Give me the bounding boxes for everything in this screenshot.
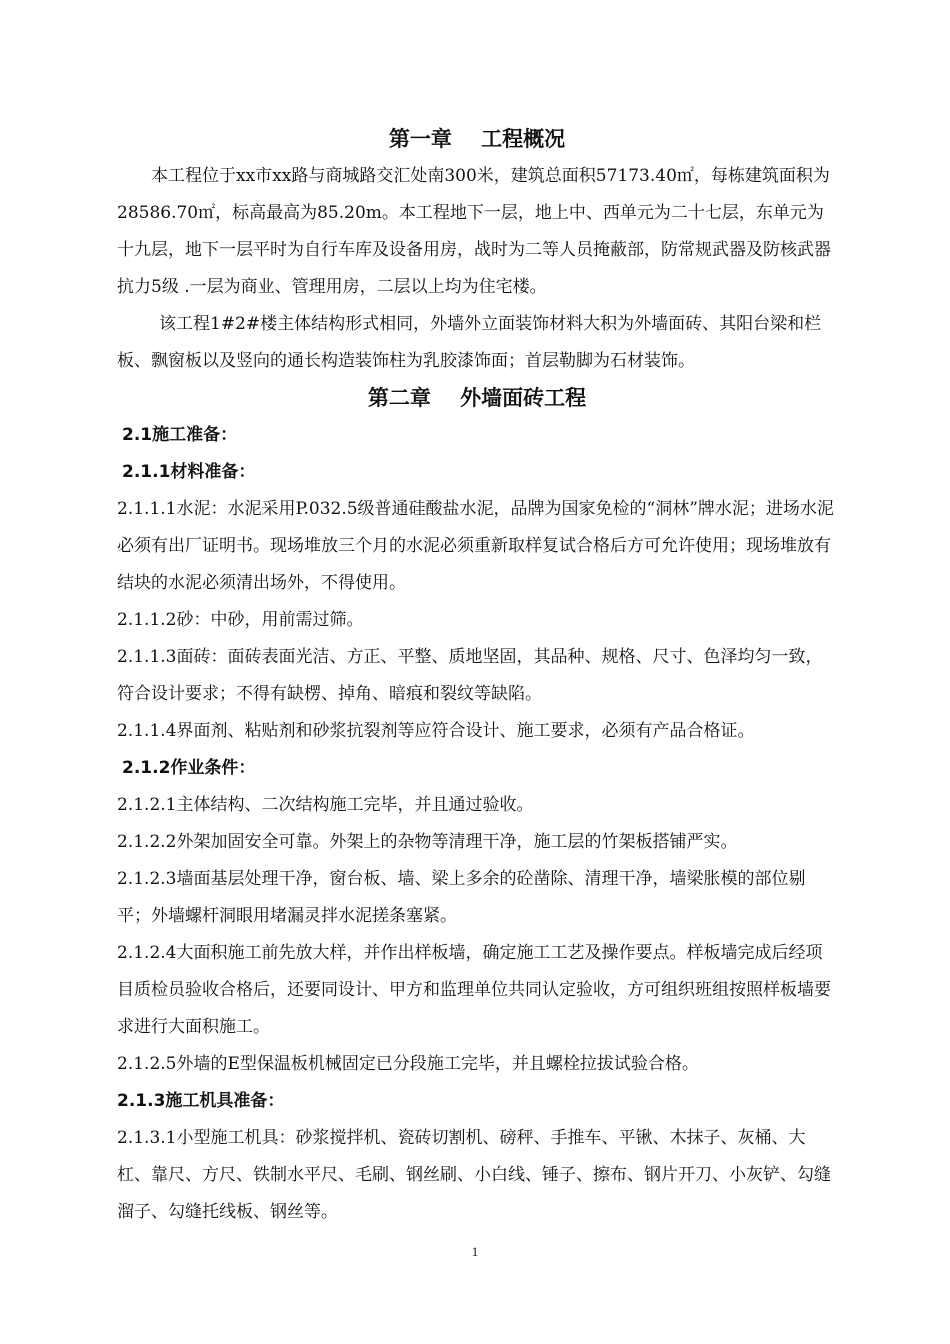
document-body [117, 121, 837, 1231]
section-2-1-2-heading: 2.1.2作业条件： [122, 758, 256, 778]
item-2-1-1-4: 2.1.1.4界面剂、粘贴剂和砂浆抗裂剂等应符合设计、施工要求，必须有产品合格证。 [117, 721, 755, 741]
item-2-1-3-1: 2.1.3.1小型施工机具：砂浆搅拌机、瓷砖切割机、磅秤、手推车、平锹、木抹子、灰桶、大杠、靠尺、方尺、铁制水平尺、毛刷、钢丝刷、小白线、锤子、擦布、钢片开刀、小灰铲、勾缝溜子、勾缝托线板、钢丝等。 [117, 1128, 831, 1222]
item-2-1-1-3: 2.1.1.3面砖：面砖表面光洁、方正、平整、质地坚固，其品种、规格、尺寸、色泽均匀一致，符合设计要求；不得有缺楞、掉角、暗痕和裂纹等缺陷。 [117, 647, 823, 704]
chapter-1-paragraph-2: 该工程1#2#楼主体结构形式相同，外墙外立面装饰材料大积为外墙面砖、其阳台梁和栏板、飘窗板以及竖向的通长构造装饰柱为乳胶漆饰面；首层勒脚为石材装饰。 [117, 314, 822, 371]
section-2-1-3-heading: 2.1.3施工机具准备： [117, 1091, 285, 1111]
page-number: 1 [471, 1244, 479, 1259]
chapter-1-title: 第一章 工程概况 [388, 127, 566, 151]
chapter-2-title: 第二章 外墙面砖工程 [367, 386, 587, 410]
section-2-1-heading: 2.1施工准备： [122, 425, 238, 445]
item-2-1-1-2: 2.1.1.2砂：中砂，用前需过筛。 [117, 610, 364, 630]
item-2-1-2-3: 2.1.2.3墙面基层处理干净，窗台板、墙、梁上多余的砼凿除、清理干净，墙梁胀模的部位剔平；外墙螺杆洞眼用堵漏灵拌水泥搓条塞紧。 [117, 869, 806, 926]
item-2-1-2-4: 2.1.2.4大面积施工前先放大样，并作出样板墙，确定施工工艺及操作要点。样板墙完成后经项目质检员验收合格后，还要同设计、甲方和监理单位共同认定验收，方可组织班组按照样板墙要求进行大面积施工。 [117, 943, 831, 1037]
section-2-1-1-heading: 2.1.1材料准备： [122, 462, 256, 482]
item-2-1-2-2: 2.1.2.2外架加固安全可靠。外架上的杂物等清理干净，施工层的竹架板搭铺严实。 [117, 832, 738, 852]
item-2-1-2-1: 2.1.2.1主体结构、二次结构施工完毕，并且通过验收。 [117, 795, 534, 815]
chapter-1-paragraph-1: 本工程位于xx市xx路与商城路交汇处南300米，建筑总面积57173.40㎡，每栋建筑面积为28586.70㎡，标高最高为85.20m。本工程地下一层，地上中、西单元为二十七层，东单元为十九层，地下一层平时为自行车库及设备用房，战时为二等人员掩蔽部，防常规武器及防核武器抗力5级 .一层为商业、管理用房，二层以上均为住宅楼。 [117, 166, 831, 297]
item-2-1-1-1: 2.1.1.1水泥：水泥采用P.032.5级普通硅酸盐水泥，品牌为国家免检的“洞林”牌水泥；进场水泥必须有出厂证明书。现场堆放三个月的水泥必须重新取样复试合格后方可允许使用；现场堆放有结块的水泥必须清出场外，不得使用。 [117, 499, 834, 593]
item-2-1-2-5: 2.1.2.5外墙的E型保温板机械固定已分段施工完毕，并且螺栓拉拔试验合格。 [117, 1054, 699, 1074]
